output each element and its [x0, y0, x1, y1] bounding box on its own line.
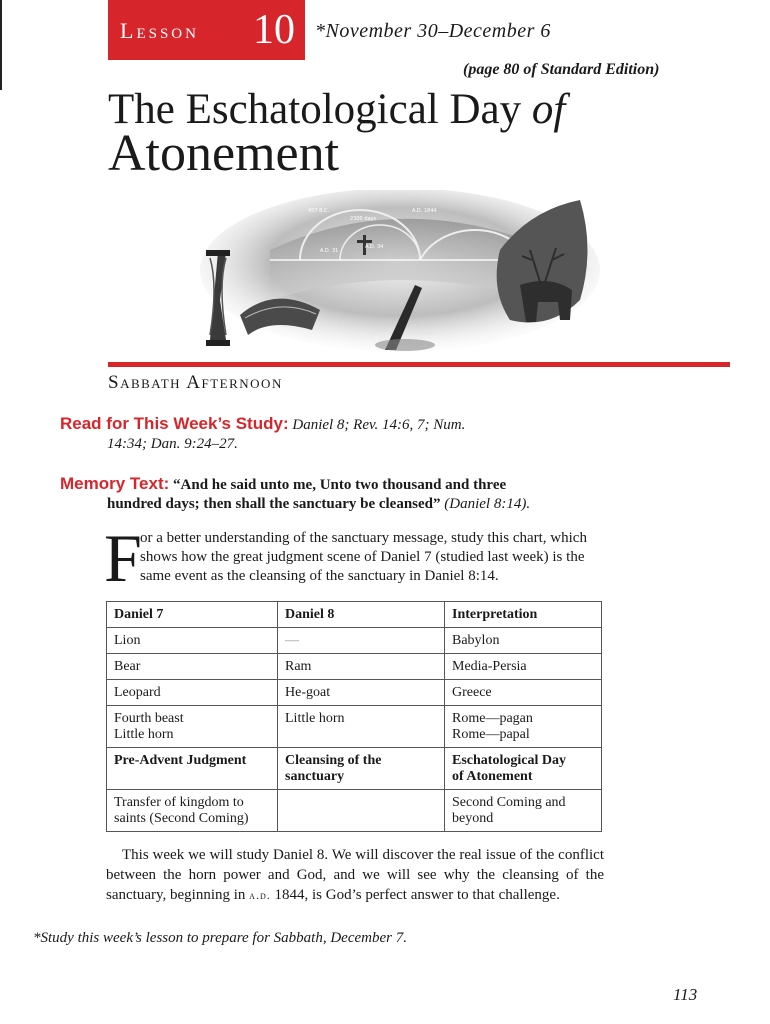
header-daniel7: Daniel 7 [107, 602, 278, 628]
section-heading: Sabbath Afternoon [108, 372, 283, 393]
table-cell: Little horn [278, 706, 445, 748]
margin-rule [0, 0, 2, 90]
illus-label-457: 457 B.C. [308, 208, 330, 214]
memory-line1: “And he said unto me, Unto two thousand and three [169, 477, 507, 493]
table-cell: Greece [445, 680, 602, 706]
section-rule [108, 362, 730, 367]
table-cell: Bear [107, 654, 278, 680]
lesson-word: Lesson [120, 18, 199, 43]
page-title-line2: Atonement [108, 125, 340, 182]
illus-label-34: A.D. 34 [365, 244, 384, 250]
table-cell: Cleansing of the sanctuary [278, 748, 445, 790]
title-of: of [531, 86, 566, 133]
edition-note: (page 80 of Standard Edition) [463, 61, 660, 78]
drop-cap: F [104, 520, 142, 596]
title-main: The Eschatological Day [108, 86, 532, 133]
table-row [107, 654, 602, 680]
header-daniel8: Daniel 8 [278, 602, 445, 628]
page-number: 113 [673, 985, 698, 1004]
comparison-table [106, 601, 602, 832]
table-cell: Transfer of kingdom to saints (Second Coming) [107, 790, 278, 832]
lesson-badge [108, 0, 305, 60]
table-cell: Rome—pagan Rome—papal [445, 706, 602, 748]
memory-text [60, 474, 620, 514]
closing-paragraph [106, 845, 604, 905]
table-header-row [107, 602, 602, 628]
illus-label-1844: A.D. 1844 [412, 208, 437, 214]
memory-label: Memory Text: [60, 474, 170, 493]
table-cell: Babylon [445, 628, 602, 654]
lesson-number: 10 [253, 7, 295, 53]
footnote: *Study this week’s lesson to prepare for Sabbath, December 7. [33, 930, 407, 946]
illus-label-31: A.D. 31 [320, 248, 339, 254]
memory-cite: (Daniel 8:14). [440, 496, 531, 512]
read-for-study [60, 414, 620, 454]
table-row [107, 706, 602, 748]
illus-label-2300: 2300 days [350, 216, 377, 222]
table-cell [278, 790, 445, 832]
read-label: Read for This Week’s Study: [60, 414, 289, 433]
table-cell: Lion [107, 628, 278, 654]
read-refs-line1: Daniel 8; Rev. 14:6, 7; Num. [288, 417, 466, 433]
table-cell: Media-Persia [445, 654, 602, 680]
header-interpretation: Interpretation [445, 602, 602, 628]
intro-paragraph: or a better understanding of the sanctuary message, study this chart, which shows how the great judgment scene of Daniel 7 (studied last week) is the same event as the cleansing of the sanctuary in Daniel 8:14. [140, 530, 587, 584]
table-cell: — [278, 628, 445, 654]
memory-line2: hundred days; then shall the sanctuary be cleansed” [107, 496, 441, 512]
table-row [107, 628, 602, 654]
table-cell: Eschatological Day of Atonement [445, 748, 602, 790]
prophetic-timeline-illustration [200, 190, 605, 360]
table-row [107, 680, 602, 706]
table-cell: Pre-Advent Judgment [107, 748, 278, 790]
read-refs-line2: 14:34; Dan. 9:24–27. [107, 436, 238, 452]
closing-ad: a.d. [249, 888, 271, 902]
closing-part2: 1844, is God’s perfect answer to that challenge. [270, 887, 560, 903]
closing-part1: This week we will study Daniel 8. We will discover the real issue of the conflict between the horn power and God, and we will see why the cleansing of the sanctuary, beginning in [106, 847, 604, 903]
lesson-dates: *November 30–December 6 [315, 20, 551, 42]
table-cell: Ram [278, 654, 445, 680]
table-cell: Second Coming and beyond [445, 790, 602, 832]
table-cell: Leopard [107, 680, 278, 706]
table-cell: Fourth beast Little horn [107, 706, 278, 748]
table-row [107, 748, 602, 790]
table-cell: He-goat [278, 680, 445, 706]
table-row [107, 790, 602, 832]
